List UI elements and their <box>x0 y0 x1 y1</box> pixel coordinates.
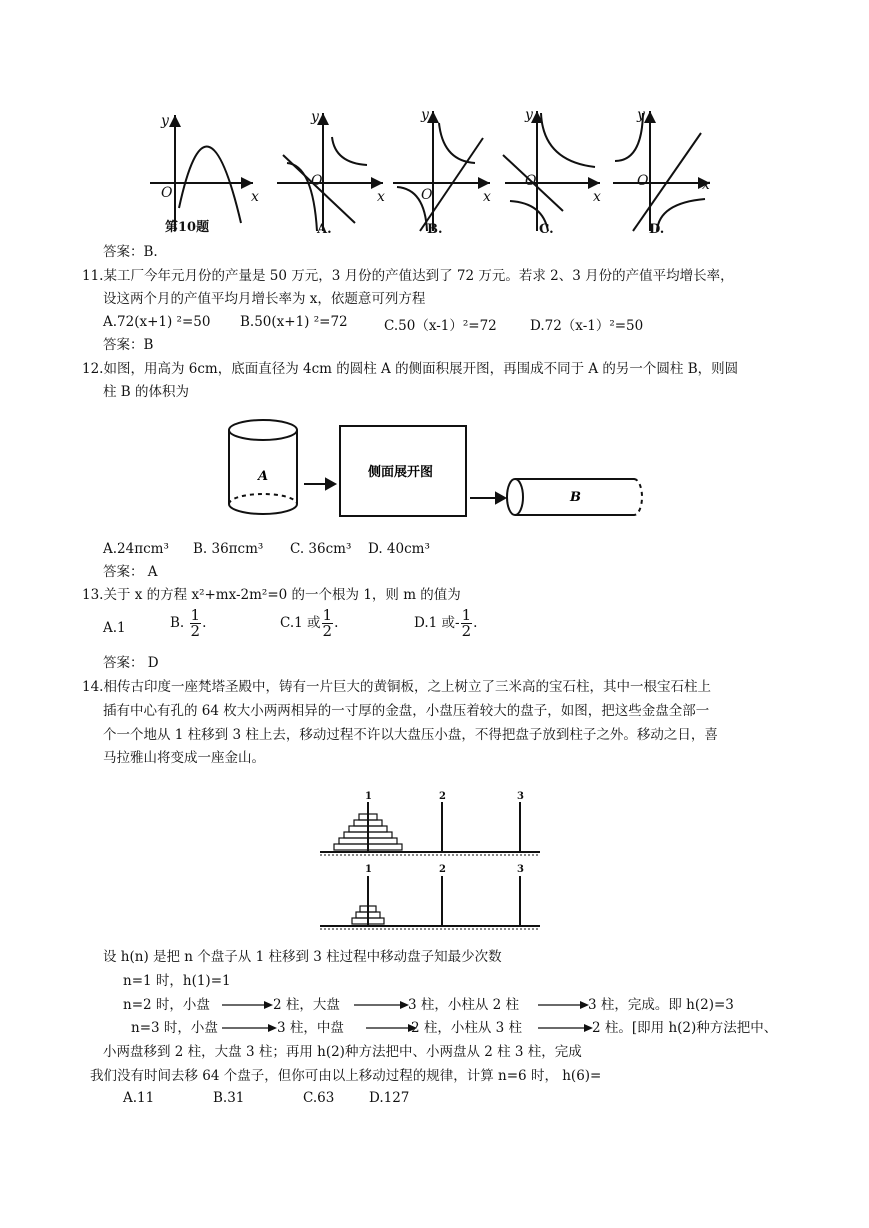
q12-option-c: C. 36cm³ <box>290 541 352 557</box>
q12-option-d: D. 40cm³ <box>368 541 430 557</box>
q12-answer: 答案： A <box>103 564 158 580</box>
q14-option-c: C.63 <box>303 1090 335 1106</box>
q13-c-period: . <box>334 615 339 631</box>
q10-figure <box>145 103 720 238</box>
q10-a-y-label: y <box>311 109 319 125</box>
q13-answer: 答案： D <box>103 655 159 671</box>
q10-b-origin: O <box>421 187 433 203</box>
q14-n2-part2: 2 柱，大盘 <box>273 997 340 1013</box>
q10-c-y-label: y <box>525 107 533 123</box>
q13-option-d-label: D.1 或- <box>414 615 460 631</box>
q14-definition: 设 h(n) 是把 n 个盘子从 1 柱移到 3 柱过程中移动盘子知最少次数 <box>103 949 502 965</box>
q10-origin-label: O <box>161 185 173 201</box>
q11-answer: 答案：B <box>103 337 154 353</box>
q10-d-y-label: y <box>637 107 645 123</box>
q14-n2-part4: 3 柱，完成。即 h(2)=3 <box>588 997 734 1013</box>
q10-answer: 答案：B. <box>103 244 158 260</box>
q14-stem-line1: 14.相传古印度一座梵塔圣殿中，铸有一片巨大的黄铜板，之上树立了三米高的宝石柱，其中一根宝石柱上 <box>82 679 711 695</box>
q14-option-d: D.127 <box>369 1090 410 1106</box>
hanoi-bottom <box>320 876 540 929</box>
q12-stem-line1: 12.如图，用高为 6cm，底面直径为 4cm 的圆柱 A 的侧面积展开图，再围成不同于 A 的另一个圆柱 B，则圆 <box>82 361 739 377</box>
q13-option-b-fraction <box>190 608 202 639</box>
pillar-3-label-bottom: 3 <box>517 864 524 875</box>
q10-label-d: D. <box>649 222 665 237</box>
q11-option-b: B.50(x+1) ²=72 <box>240 314 348 330</box>
pillar-2-label-bottom: 2 <box>439 864 446 875</box>
q10-graph-c <box>503 111 600 231</box>
q13-stem: 13.关于 x 的方程 x²+mx-2m²=0 的一个根为 1，则 m 的值为 <box>82 587 461 603</box>
q10-label-a: A. <box>317 222 332 237</box>
q12-option-a: A.24πcm³ <box>103 541 169 557</box>
q10-c-x-label: x <box>593 189 601 205</box>
q10-b-x-label: x <box>483 189 491 205</box>
cylinder-a <box>229 420 297 514</box>
q12-figure <box>218 412 648 532</box>
q13-option-c-label: C.1 或 <box>280 615 321 631</box>
q10-b-y-label: y <box>421 107 429 123</box>
q10-d-origin: O <box>637 173 649 189</box>
q14-stem-line2: 插有中心有孔的 64 枚大小两两相异的一寸厚的金盘，小盘压着较大的盘子，如图，把这些金盘全部一 <box>103 703 710 719</box>
q10-graph-a <box>277 113 383 231</box>
q11-stem-line2: 设这两个月的产值平均月增长率为 x，依题意可列方程 <box>103 291 426 307</box>
hanoi-top <box>320 802 540 855</box>
q10-figure-label: 第10题 <box>165 220 210 235</box>
q10-graph-d <box>613 111 710 231</box>
hanoi-figure <box>320 788 545 936</box>
q10-label-c: C. <box>539 222 554 237</box>
cylinder-b-label: B <box>570 490 581 505</box>
q10-graph-main <box>150 115 253 231</box>
pillar-2-label-top: 2 <box>439 791 446 802</box>
q11-option-a: A.72(x+1) ²=50 <box>103 314 211 330</box>
q10-a-x-label: x <box>377 189 385 205</box>
q14-stem-line4: 马拉雅山将变成一座金山。 <box>103 750 265 766</box>
q14-n2-arrow-2 <box>354 1000 410 1010</box>
q13-d-den: 2 <box>461 622 472 640</box>
q13-option-a: A.1 <box>103 620 126 636</box>
q12-option-b: B. 36πcm³ <box>193 541 264 557</box>
q14-final: 我们没有时间去移 64 个盘子，但你可由以上移动过程的规律，计算 n=6 时， h(6)= <box>90 1068 602 1084</box>
q14-n3-arrow-1 <box>222 1023 278 1033</box>
q13-b-num: 1 <box>190 606 201 624</box>
q13-option-d <box>414 608 477 639</box>
q10-graph-b <box>393 111 490 231</box>
q14-n2-arrow-3 <box>538 1000 590 1010</box>
q10-label-b: B. <box>427 222 443 237</box>
q13-b-den: 2 <box>190 622 201 640</box>
q12-stem-line2: 柱 B 的体积为 <box>103 384 190 400</box>
pillar-1-label-top: 1 <box>365 791 372 802</box>
q13-option-b-label: B. <box>170 615 185 631</box>
q13-d-period: . <box>473 615 478 631</box>
q10-a-origin: O <box>311 173 323 189</box>
q14-option-a: A.11 <box>123 1090 155 1106</box>
q14-n2-arrow-1 <box>222 1000 274 1010</box>
q13-option-c-fraction <box>322 608 334 639</box>
q11-option-d: D.72（x-1）²=50 <box>530 318 644 334</box>
q14-n3-part2: 3 柱，中盘 <box>277 1020 344 1036</box>
q13-c-den: 2 <box>322 622 333 640</box>
rectangle-label: 侧面展开图 <box>368 465 434 480</box>
cylinder-a-label: A <box>258 469 269 484</box>
q13-option-b <box>170 608 206 639</box>
q14-stem-line3: 个一个地从 1 柱移到 3 柱上去，移动过程不许以大盘压小盘，不得把盘子放到柱子之外。移动之日，喜 <box>103 727 718 743</box>
q14-n3-line2: 小两盘移到 2 柱，大盘 3 柱；再用 h(2)种方法把中、小两盘从 2 柱 3 柱，完成 <box>103 1044 582 1060</box>
q11-option-c: C.50（x-1）²=72 <box>384 318 497 334</box>
q11-stem-line1: 11.某工厂今年元月份的产量是 50 万元，3 月份的产值达到了 72 万元。若求 2、3 月份的产值平均增长率， <box>82 268 734 284</box>
pillar-3-label-top: 3 <box>517 791 524 802</box>
q10-x-label: x <box>251 189 259 205</box>
q10-y-label: y <box>161 113 169 129</box>
q14-option-b: B.31 <box>213 1090 245 1106</box>
q14-n3-arrow-3 <box>538 1023 594 1033</box>
q14-n3-part3: 2 柱，小柱从 3 柱 <box>411 1020 523 1036</box>
q10-c-origin: O <box>525 173 537 189</box>
q14-n3-part1: n=3 时，小盘 <box>131 1020 218 1036</box>
q13-b-period: . <box>202 615 207 631</box>
q14-n2-part3: 3 柱，小柱从 2 柱 <box>408 997 520 1013</box>
q14-n3-part4: 2 柱。[即用 h(2)种方法把中、 <box>592 1020 778 1036</box>
q10-d-x-label: x <box>702 177 710 193</box>
q14-n2-part1: n=2 时，小盘 <box>123 997 210 1013</box>
q13-d-num: 1 <box>461 606 472 624</box>
q13-option-d-fraction <box>461 608 473 639</box>
q14-n1: n=1 时，h(1)=1 <box>123 973 231 989</box>
q13-c-num: 1 <box>322 606 333 624</box>
pillar-1-label-bottom: 1 <box>365 864 372 875</box>
q13-option-c <box>280 608 338 639</box>
